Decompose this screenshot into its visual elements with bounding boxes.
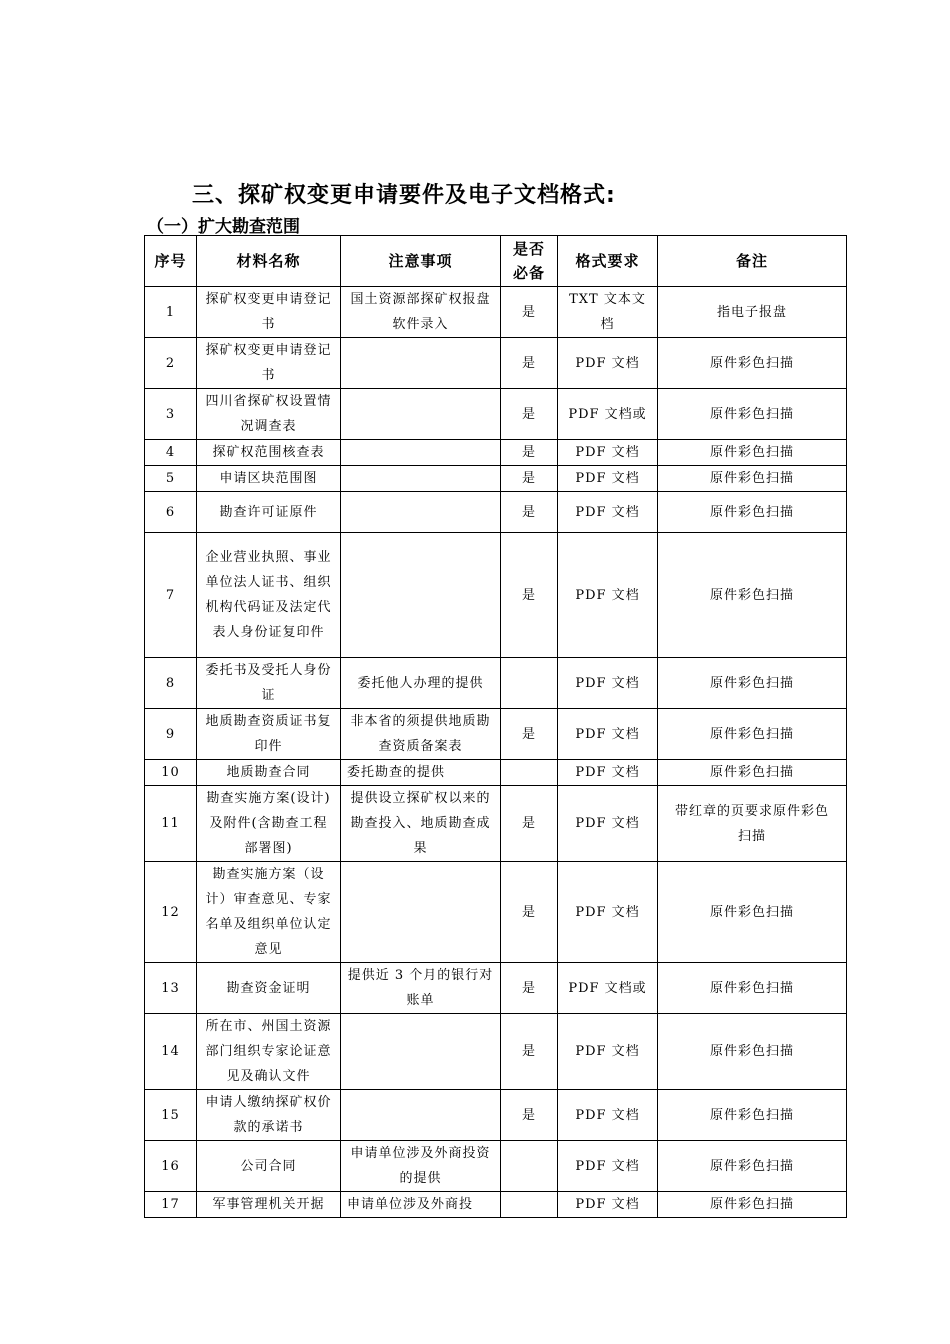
cell-remark: 原件彩色扫描 bbox=[658, 658, 847, 709]
cell-name: 申请人缴纳探矿权价款的承诺书 bbox=[197, 1090, 341, 1141]
cell-name: 军事管理机关开据 bbox=[197, 1192, 341, 1218]
table-row bbox=[145, 1192, 847, 1218]
cell-req: 是 bbox=[501, 786, 558, 862]
table-row bbox=[145, 658, 847, 709]
table-row bbox=[145, 492, 847, 533]
table-row bbox=[145, 1090, 847, 1141]
cell-name: 勘查许可证原件 bbox=[197, 492, 341, 533]
cell-remark: 原件彩色扫描 bbox=[658, 533, 847, 658]
table-row bbox=[145, 466, 847, 492]
cell-remark: 原件彩色扫描 bbox=[658, 1090, 847, 1141]
cell-req bbox=[501, 1192, 558, 1218]
table-row bbox=[145, 1141, 847, 1192]
cell-note bbox=[341, 389, 501, 440]
cell-req: 是 bbox=[501, 1090, 558, 1141]
cell-note bbox=[341, 1014, 501, 1090]
cell-fmt: PDF 文档或 bbox=[558, 389, 658, 440]
cell-fmt: PDF 文档或 bbox=[558, 963, 658, 1014]
cell-fmt: PDF 文档 bbox=[558, 533, 658, 658]
cell-name: 探矿权变更申请登记书 bbox=[197, 287, 341, 338]
cell-remark: 原件彩色扫描 bbox=[658, 338, 847, 389]
cell-fmt: PDF 文档 bbox=[558, 709, 658, 760]
cell-remark: 原件彩色扫描 bbox=[658, 1192, 847, 1218]
cell-fmt: PDF 文档 bbox=[558, 1014, 658, 1090]
cell-no: 9 bbox=[145, 709, 197, 760]
cell-name: 委托书及受托人身份证 bbox=[197, 658, 341, 709]
cell-note: 申请单位涉及外商投资的提供 bbox=[341, 1141, 501, 1192]
cell-remark: 指电子报盘 bbox=[658, 287, 847, 338]
cell-note: 非本省的须提供地质勘查资质备案表 bbox=[341, 709, 501, 760]
cell-no: 7 bbox=[145, 533, 197, 658]
cell-remark: 带红章的页要求原件彩色扫描 bbox=[658, 786, 847, 862]
cell-no: 4 bbox=[145, 440, 197, 466]
table-row bbox=[145, 760, 847, 786]
cell-remark: 原件彩色扫描 bbox=[658, 389, 847, 440]
cell-note bbox=[341, 862, 501, 963]
cell-remark: 原件彩色扫描 bbox=[658, 492, 847, 533]
cell-name: 地质勘查合同 bbox=[197, 760, 341, 786]
cell-no: 2 bbox=[145, 338, 197, 389]
cell-note: 提供设立探矿权以来的勘查投入、地质勘查成果 bbox=[341, 786, 501, 862]
table-row bbox=[145, 287, 847, 338]
table-row bbox=[145, 440, 847, 466]
cell-name: 勘查资金证明 bbox=[197, 963, 341, 1014]
cell-fmt: PDF 文档 bbox=[558, 658, 658, 709]
header-cell: 注意事项 bbox=[341, 236, 501, 287]
cell-no: 13 bbox=[145, 963, 197, 1014]
header-cell: 序号 bbox=[145, 236, 197, 287]
cell-note bbox=[341, 440, 501, 466]
cell-no: 1 bbox=[145, 287, 197, 338]
cell-remark: 原件彩色扫描 bbox=[658, 1014, 847, 1090]
cell-no: 6 bbox=[145, 492, 197, 533]
cell-note: 委托勘查的提供 bbox=[341, 760, 501, 786]
materials-table bbox=[144, 235, 847, 1218]
cell-name: 企业营业执照、事业单位法人证书、组织机构代码证及法定代表人身份证复印件 bbox=[197, 533, 341, 658]
cell-req: 是 bbox=[501, 338, 558, 389]
cell-note bbox=[341, 1090, 501, 1141]
cell-no: 17 bbox=[145, 1192, 197, 1218]
cell-remark: 原件彩色扫描 bbox=[658, 440, 847, 466]
cell-note: 委托他人办理的提供 bbox=[341, 658, 501, 709]
cell-note: 提供近 3 个月的银行对账单 bbox=[341, 963, 501, 1014]
cell-fmt: PDF 文档 bbox=[558, 440, 658, 466]
cell-note bbox=[341, 533, 501, 658]
header-cell: 材料名称 bbox=[197, 236, 341, 287]
cell-fmt: PDF 文档 bbox=[558, 1192, 658, 1218]
cell-fmt: TXT 文本文档 bbox=[558, 287, 658, 338]
cell-remark: 原件彩色扫描 bbox=[658, 1141, 847, 1192]
cell-fmt: PDF 文档 bbox=[558, 1141, 658, 1192]
cell-fmt: PDF 文档 bbox=[558, 760, 658, 786]
cell-remark: 原件彩色扫描 bbox=[658, 760, 847, 786]
cell-name: 探矿权范围核查表 bbox=[197, 440, 341, 466]
cell-remark: 原件彩色扫描 bbox=[658, 466, 847, 492]
cell-no: 3 bbox=[145, 389, 197, 440]
cell-req: 是 bbox=[501, 862, 558, 963]
cell-remark: 原件彩色扫描 bbox=[658, 963, 847, 1014]
cell-req: 是 bbox=[501, 1014, 558, 1090]
table-row bbox=[145, 389, 847, 440]
cell-req: 是 bbox=[501, 533, 558, 658]
table-row bbox=[145, 338, 847, 389]
cell-no: 5 bbox=[145, 466, 197, 492]
cell-note bbox=[341, 466, 501, 492]
cell-note bbox=[341, 338, 501, 389]
cell-name: 申请区块范围图 bbox=[197, 466, 341, 492]
cell-note: 申请单位涉及外商投 bbox=[341, 1192, 501, 1218]
cell-no: 16 bbox=[145, 1141, 197, 1192]
table-row bbox=[145, 862, 847, 963]
cell-name: 四川省探矿权设置情况调查表 bbox=[197, 389, 341, 440]
cell-fmt: PDF 文档 bbox=[558, 1090, 658, 1141]
table-row bbox=[145, 1014, 847, 1090]
table-header-row bbox=[145, 236, 847, 287]
cell-req: 是 bbox=[501, 287, 558, 338]
cell-req bbox=[501, 760, 558, 786]
header-cell: 格式要求 bbox=[558, 236, 658, 287]
cell-name: 公司合同 bbox=[197, 1141, 341, 1192]
table-row bbox=[145, 709, 847, 760]
cell-no: 10 bbox=[145, 760, 197, 786]
cell-fmt: PDF 文档 bbox=[558, 492, 658, 533]
table-row bbox=[145, 533, 847, 658]
table-row bbox=[145, 963, 847, 1014]
cell-fmt: PDF 文档 bbox=[558, 786, 658, 862]
cell-fmt: PDF 文档 bbox=[558, 466, 658, 492]
cell-no: 12 bbox=[145, 862, 197, 963]
cell-no: 15 bbox=[145, 1090, 197, 1141]
cell-remark: 原件彩色扫描 bbox=[658, 709, 847, 760]
cell-name: 勘查实施方案（设计）审查意见、专家名单及组织单位认定意见 bbox=[197, 862, 341, 963]
cell-req: 是 bbox=[501, 466, 558, 492]
cell-name: 地质勘查资质证书复印件 bbox=[197, 709, 341, 760]
subsection-title: （一）扩大勘查范围 bbox=[147, 217, 300, 237]
cell-req: 是 bbox=[501, 389, 558, 440]
cell-remark: 原件彩色扫描 bbox=[658, 862, 847, 963]
cell-note: 国土资源部探矿权报盘软件录入 bbox=[341, 287, 501, 338]
cell-no: 8 bbox=[145, 658, 197, 709]
cell-req: 是 bbox=[501, 440, 558, 466]
header-cell: 备注 bbox=[658, 236, 847, 287]
cell-req: 是 bbox=[501, 963, 558, 1014]
cell-fmt: PDF 文档 bbox=[558, 338, 658, 389]
cell-req: 是 bbox=[501, 492, 558, 533]
cell-note bbox=[341, 492, 501, 533]
cell-req bbox=[501, 658, 558, 709]
cell-fmt: PDF 文档 bbox=[558, 862, 658, 963]
header-cell: 是否必备 bbox=[501, 236, 558, 287]
cell-no: 14 bbox=[145, 1014, 197, 1090]
cell-req bbox=[501, 1141, 558, 1192]
table-row bbox=[145, 786, 847, 862]
cell-name: 所在市、州国土资源部门组织专家论证意见及确认文件 bbox=[197, 1014, 341, 1090]
cell-no: 11 bbox=[145, 786, 197, 862]
cell-name: 探矿权变更申请登记书 bbox=[197, 338, 341, 389]
section-title: 三、探矿权变更申请要件及电子文档格式: bbox=[192, 183, 616, 208]
cell-name: 勘查实施方案(设计)及附件(含勘查工程部署图) bbox=[197, 786, 341, 862]
cell-req: 是 bbox=[501, 709, 558, 760]
